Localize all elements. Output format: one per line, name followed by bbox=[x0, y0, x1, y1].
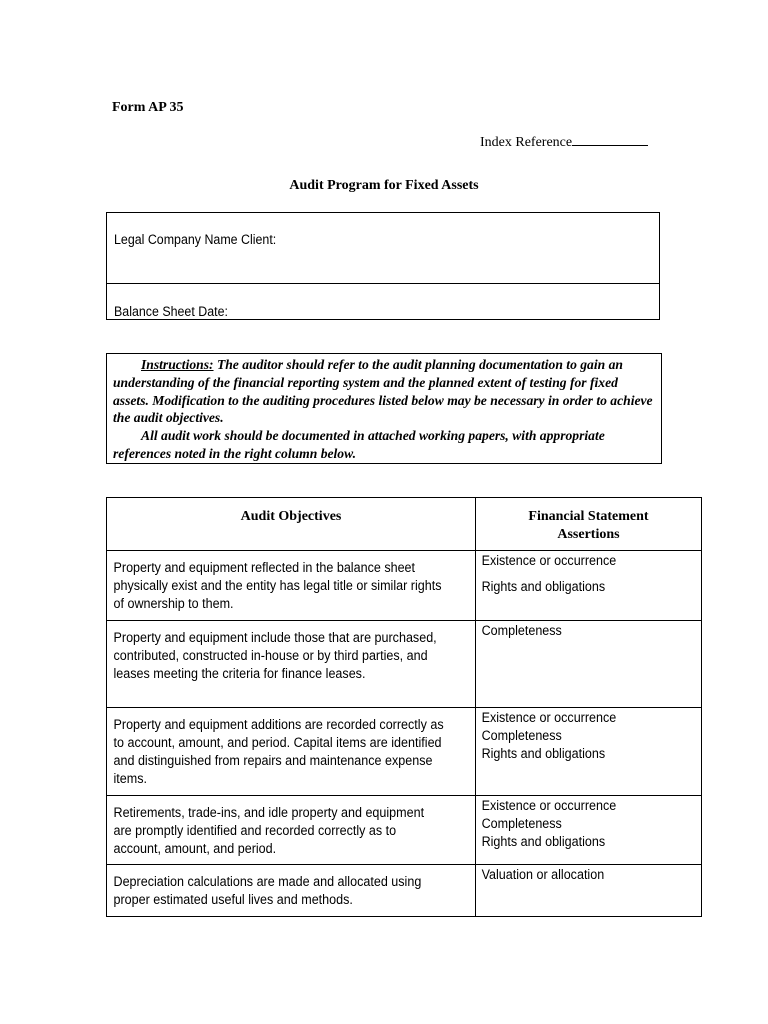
table-row bbox=[107, 551, 702, 621]
assertion-item: Completeness bbox=[481, 623, 562, 638]
assertion-item: Rights and obligations bbox=[481, 579, 606, 594]
instructions-text-2: All audit work should be documented in attached working papers, with appropriate references noted in the right column below. bbox=[113, 428, 605, 461]
index-reference-blank[interactable] bbox=[572, 133, 648, 146]
assertion-cell bbox=[476, 621, 702, 708]
assertion-item: Existence or occurrence bbox=[481, 553, 617, 568]
table-row bbox=[107, 865, 702, 917]
header-assertions: Financial Statement Assertions bbox=[476, 498, 702, 551]
assertion-cell bbox=[476, 551, 702, 621]
objective-cell: Property and equipment reflected in the balance sheet physically exist and the entity has legal title or similar rights of ownership to them. bbox=[107, 551, 476, 621]
assertion-cell bbox=[476, 865, 702, 917]
assertion-item: Rights and obligations bbox=[481, 746, 606, 761]
header-audit-objectives: Audit Objectives bbox=[107, 498, 476, 551]
assertion-cell bbox=[476, 708, 702, 796]
index-reference-label: Index Reference bbox=[480, 135, 573, 150]
instructions-lead: Instructions: bbox=[141, 357, 214, 372]
assertion-item: Completeness bbox=[481, 816, 562, 831]
company-name-label: Legal Company Name Client: bbox=[114, 232, 277, 247]
client-name-row bbox=[107, 213, 659, 284]
assertion-item: Rights and obligations bbox=[481, 834, 606, 849]
assertion-item: Completeness bbox=[481, 728, 562, 743]
instructions-paragraph-2 bbox=[113, 427, 653, 463]
assertion-item: Existence or occurrence bbox=[481, 798, 617, 813]
instructions-paragraph-1 bbox=[113, 356, 653, 427]
audit-objectives-table bbox=[106, 497, 702, 917]
assertion-cell bbox=[476, 796, 702, 865]
balance-sheet-date-label: Balance Sheet Date: bbox=[114, 304, 228, 319]
instructions-box bbox=[106, 353, 662, 464]
objective-cell: Retirements, trade-ins, and idle property and equipment are promptly identified and recorded correctly as to account, amount, and period. bbox=[107, 796, 476, 865]
table-row bbox=[107, 621, 702, 708]
instructions-text-1: The auditor should refer to the audit planning documentation to gain an understanding of the financial reporting system and the planned extent of testing for fixed assets. Modification to the auditing procedures listed below may be necessary in order to achieve the audit objectives. bbox=[113, 357, 653, 426]
client-info-box bbox=[106, 212, 660, 320]
index-reference bbox=[480, 133, 648, 151]
table-header-row bbox=[107, 498, 702, 551]
document-title: Audit Program for Fixed Assets bbox=[289, 178, 479, 193]
table-row bbox=[107, 796, 702, 865]
objective-cell: Depreciation calculations are made and allocated using proper estimated useful lives and methods. bbox=[107, 865, 476, 917]
assertion-item: Valuation or allocation bbox=[481, 867, 605, 882]
objective-cell: Property and equipment include those that are purchased, contributed, constructed in-house or by third parties, and leases meeting the criteria for finance leases. bbox=[107, 621, 476, 708]
form-id: Form AP 35 bbox=[112, 100, 184, 115]
objective-cell: Property and equipment additions are recorded correctly as to account, amount, and period. Capital items are identified and distinguished from repairs and maintenance expense items. bbox=[107, 708, 476, 796]
table-row bbox=[107, 708, 702, 796]
assertion-item: Existence or occurrence bbox=[481, 710, 617, 725]
